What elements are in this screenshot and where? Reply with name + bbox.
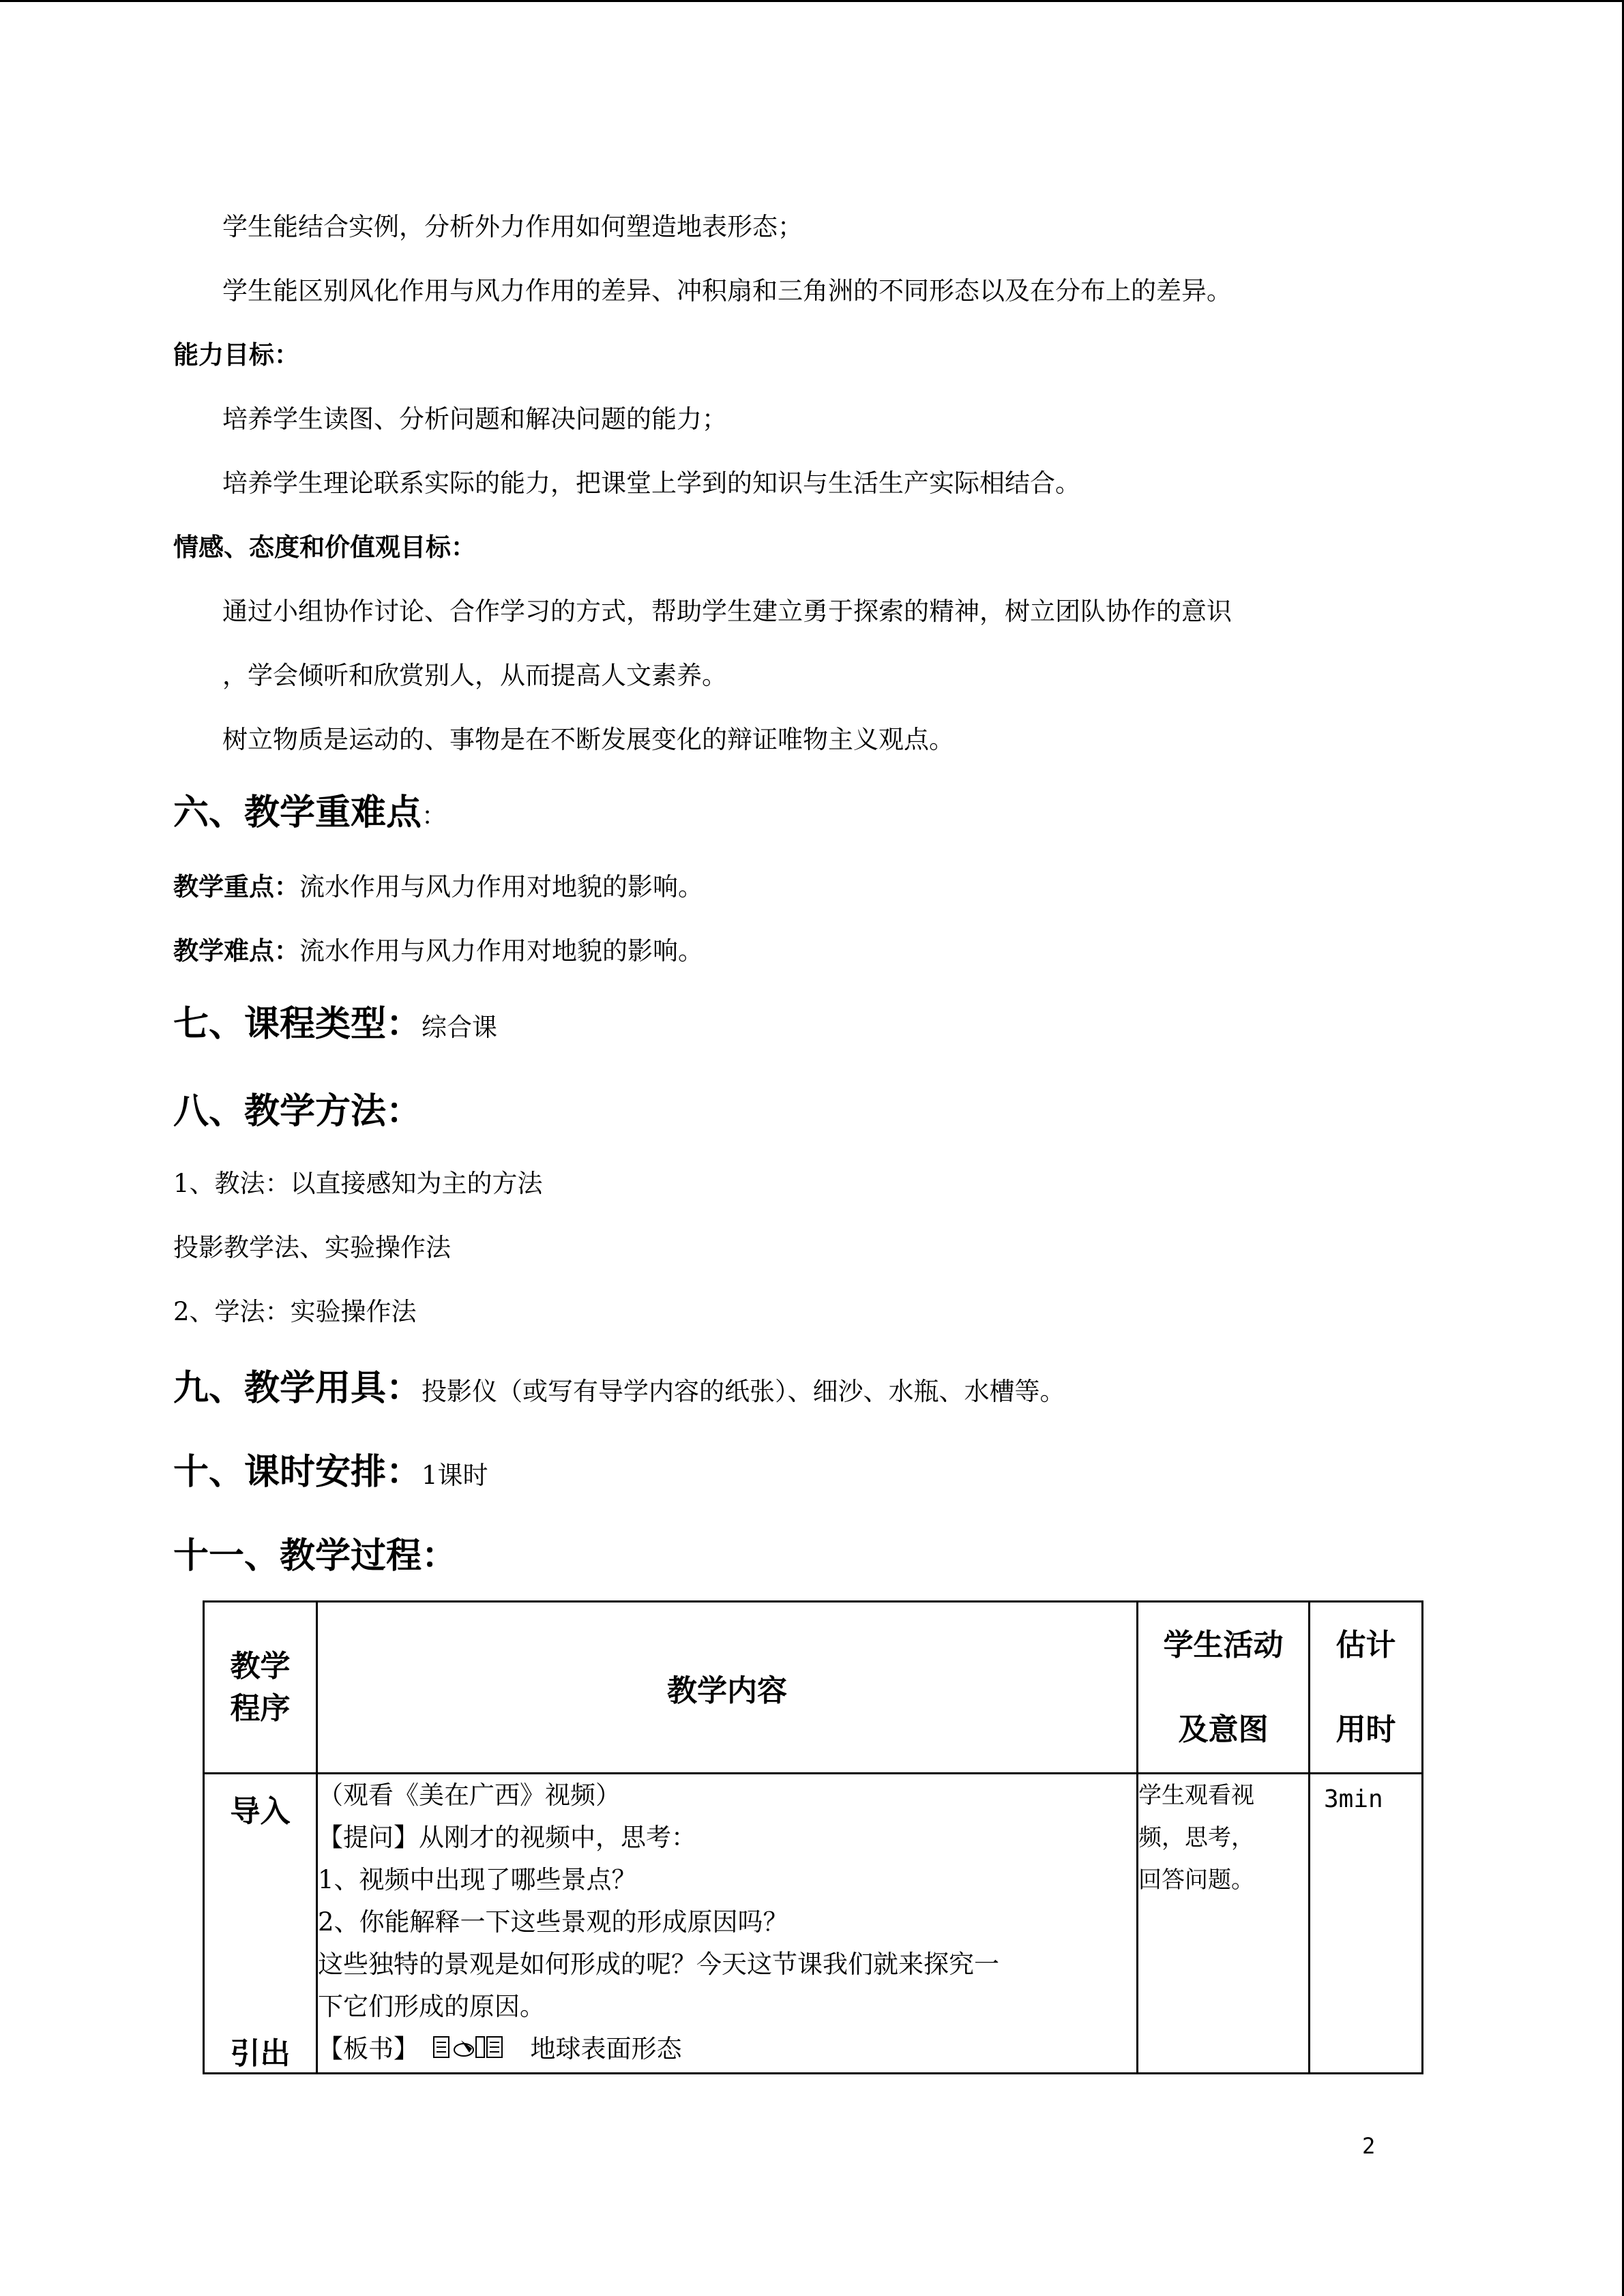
row1-content-line-4: 2、你能解释一下这些景观的形成原因吗？	[318, 1907, 788, 1937]
section-6-title: 六、教学重难点	[173, 792, 422, 833]
row1-content	[317, 1774, 1138, 2074]
emotion-line-1: 通过小组协作讨论、合作学习的方式，帮助学生建立勇于探索的精神，树立团队协作的意识	[222, 597, 1232, 626]
emotion-heading: 情感、态度和价值观目标：	[173, 533, 476, 562]
knowledge-line-1: 学生能结合实例，分析外力作用如何塑造地表形态；	[222, 212, 803, 241]
key-point	[173, 871, 703, 904]
row1-content-line-7	[318, 2028, 1136, 2072]
header-time-line-1: 估计	[1335, 1627, 1396, 1663]
section-7-text: 综合课	[422, 1013, 498, 1042]
teaching-process-table	[203, 1600, 1423, 2074]
difficult-point	[173, 935, 703, 968]
section-11-title: 十一、教学过程：	[173, 1536, 458, 1577]
header-procedure-line-1: 教学	[230, 1648, 291, 1684]
section-6-heading	[173, 791, 447, 843]
section-11-heading	[173, 1534, 457, 1586]
section-9-heading	[173, 1367, 1065, 1418]
section-6-suffix: ：	[422, 801, 447, 831]
ability-heading: 能力目标：	[173, 340, 299, 370]
header-activity-line-1: 学生活动	[1163, 1627, 1284, 1663]
ability-line-2: 培养学生理论联系实际的能力，把课堂上学到的知识与生活生产实际相结合。	[222, 468, 1080, 498]
document-icon	[431, 2035, 506, 2059]
section-9-text: 投影仪（或写有导学内容的纸张）、细沙、水瓶、水槽等。	[422, 1377, 1065, 1406]
section-10-heading	[173, 1450, 488, 1502]
table-header-row	[204, 1602, 1423, 1774]
method-line-1: 1、教法：以直接感知为主的方法	[173, 1169, 543, 1198]
board-icons	[431, 2030, 506, 2072]
row1-activity-line-2: 频，思考，	[1138, 1824, 1254, 1851]
board-title: 地球表面形态	[530, 2034, 682, 2063]
header-procedure-line-2: 程序	[230, 1690, 291, 1726]
header-content: 教学内容	[317, 1602, 1138, 1774]
section-7-heading	[173, 1002, 497, 1054]
row1-content-line-2: 【提问】从刚才的视频中，思考：	[318, 1823, 696, 1852]
difficult-point-label: 教学难点：	[173, 936, 299, 966]
emotion-line-3: 树立物质是运动的、事物是在不断发展变化的辩证唯物主义观点。	[222, 725, 954, 754]
row1-content-line-3: 1、视频中出现了哪些景点？	[318, 1865, 637, 1894]
section-8-heading	[173, 1090, 422, 1142]
section-9-title: 九、教学用具：	[173, 1368, 422, 1409]
row1-procedure	[204, 1774, 317, 2074]
page-number: 2	[1362, 2133, 1376, 2159]
section-10-text: 1课时	[422, 1461, 488, 1490]
emotion-line-2: ，学会倾听和欣赏别人，从而提高人文素养。	[222, 661, 727, 690]
method-line-2: 投影教学法、实验操作法	[173, 1233, 451, 1262]
knowledge-line-2: 学生能区别风化作用与风力作用的差异、冲积扇和三角洲的不同形态以及在分布上的差异。	[222, 276, 1232, 305]
row1-activity-line-1: 学生观看视	[1138, 1782, 1254, 1809]
row1-content-line-5: 这些独特的景观是如何形成的呢？今天这节课我们就来探究一	[318, 1950, 999, 1979]
top-border	[0, 0, 1624, 2]
row1-activity	[1138, 1774, 1310, 2074]
header-procedure	[204, 1602, 317, 1774]
header-time-line-2: 用时	[1335, 1712, 1396, 1747]
row1-time-value: 3min	[1324, 1785, 1383, 1813]
section-7-title: 七、课程类型：	[173, 1004, 422, 1045]
difficult-point-text: 流水作用与风力作用对地貌的影响。	[299, 936, 703, 966]
key-point-label: 教学重点：	[173, 872, 299, 901]
row1-procedure-top: 导入	[230, 1794, 291, 1829]
method-line-3: 2、学法：实验操作法	[173, 1297, 417, 1326]
row1-time	[1310, 1774, 1423, 2074]
row1-procedure-bottom: 引出	[230, 2036, 291, 2071]
ability-line-1: 培养学生读图、分析问题和解决问题的能力；	[222, 404, 727, 434]
board-label: 【板书】	[318, 2034, 419, 2063]
row1-content-line-1: （观看《美在广西》视频）	[318, 1780, 621, 1810]
key-point-text: 流水作用与风力作用对地貌的影响。	[299, 872, 703, 901]
row1-content-line-6: 下它们形成的原因。	[318, 1992, 545, 2021]
section-8-title: 八、教学方法：	[173, 1091, 422, 1132]
header-time	[1310, 1602, 1423, 1774]
section-10-title: 十、课时安排：	[173, 1452, 422, 1493]
header-activity	[1138, 1602, 1310, 1774]
table-row	[204, 1774, 1423, 2074]
header-activity-line-2: 及意图	[1178, 1712, 1269, 1747]
row1-activity-line-3: 回答问题。	[1138, 1866, 1254, 1894]
